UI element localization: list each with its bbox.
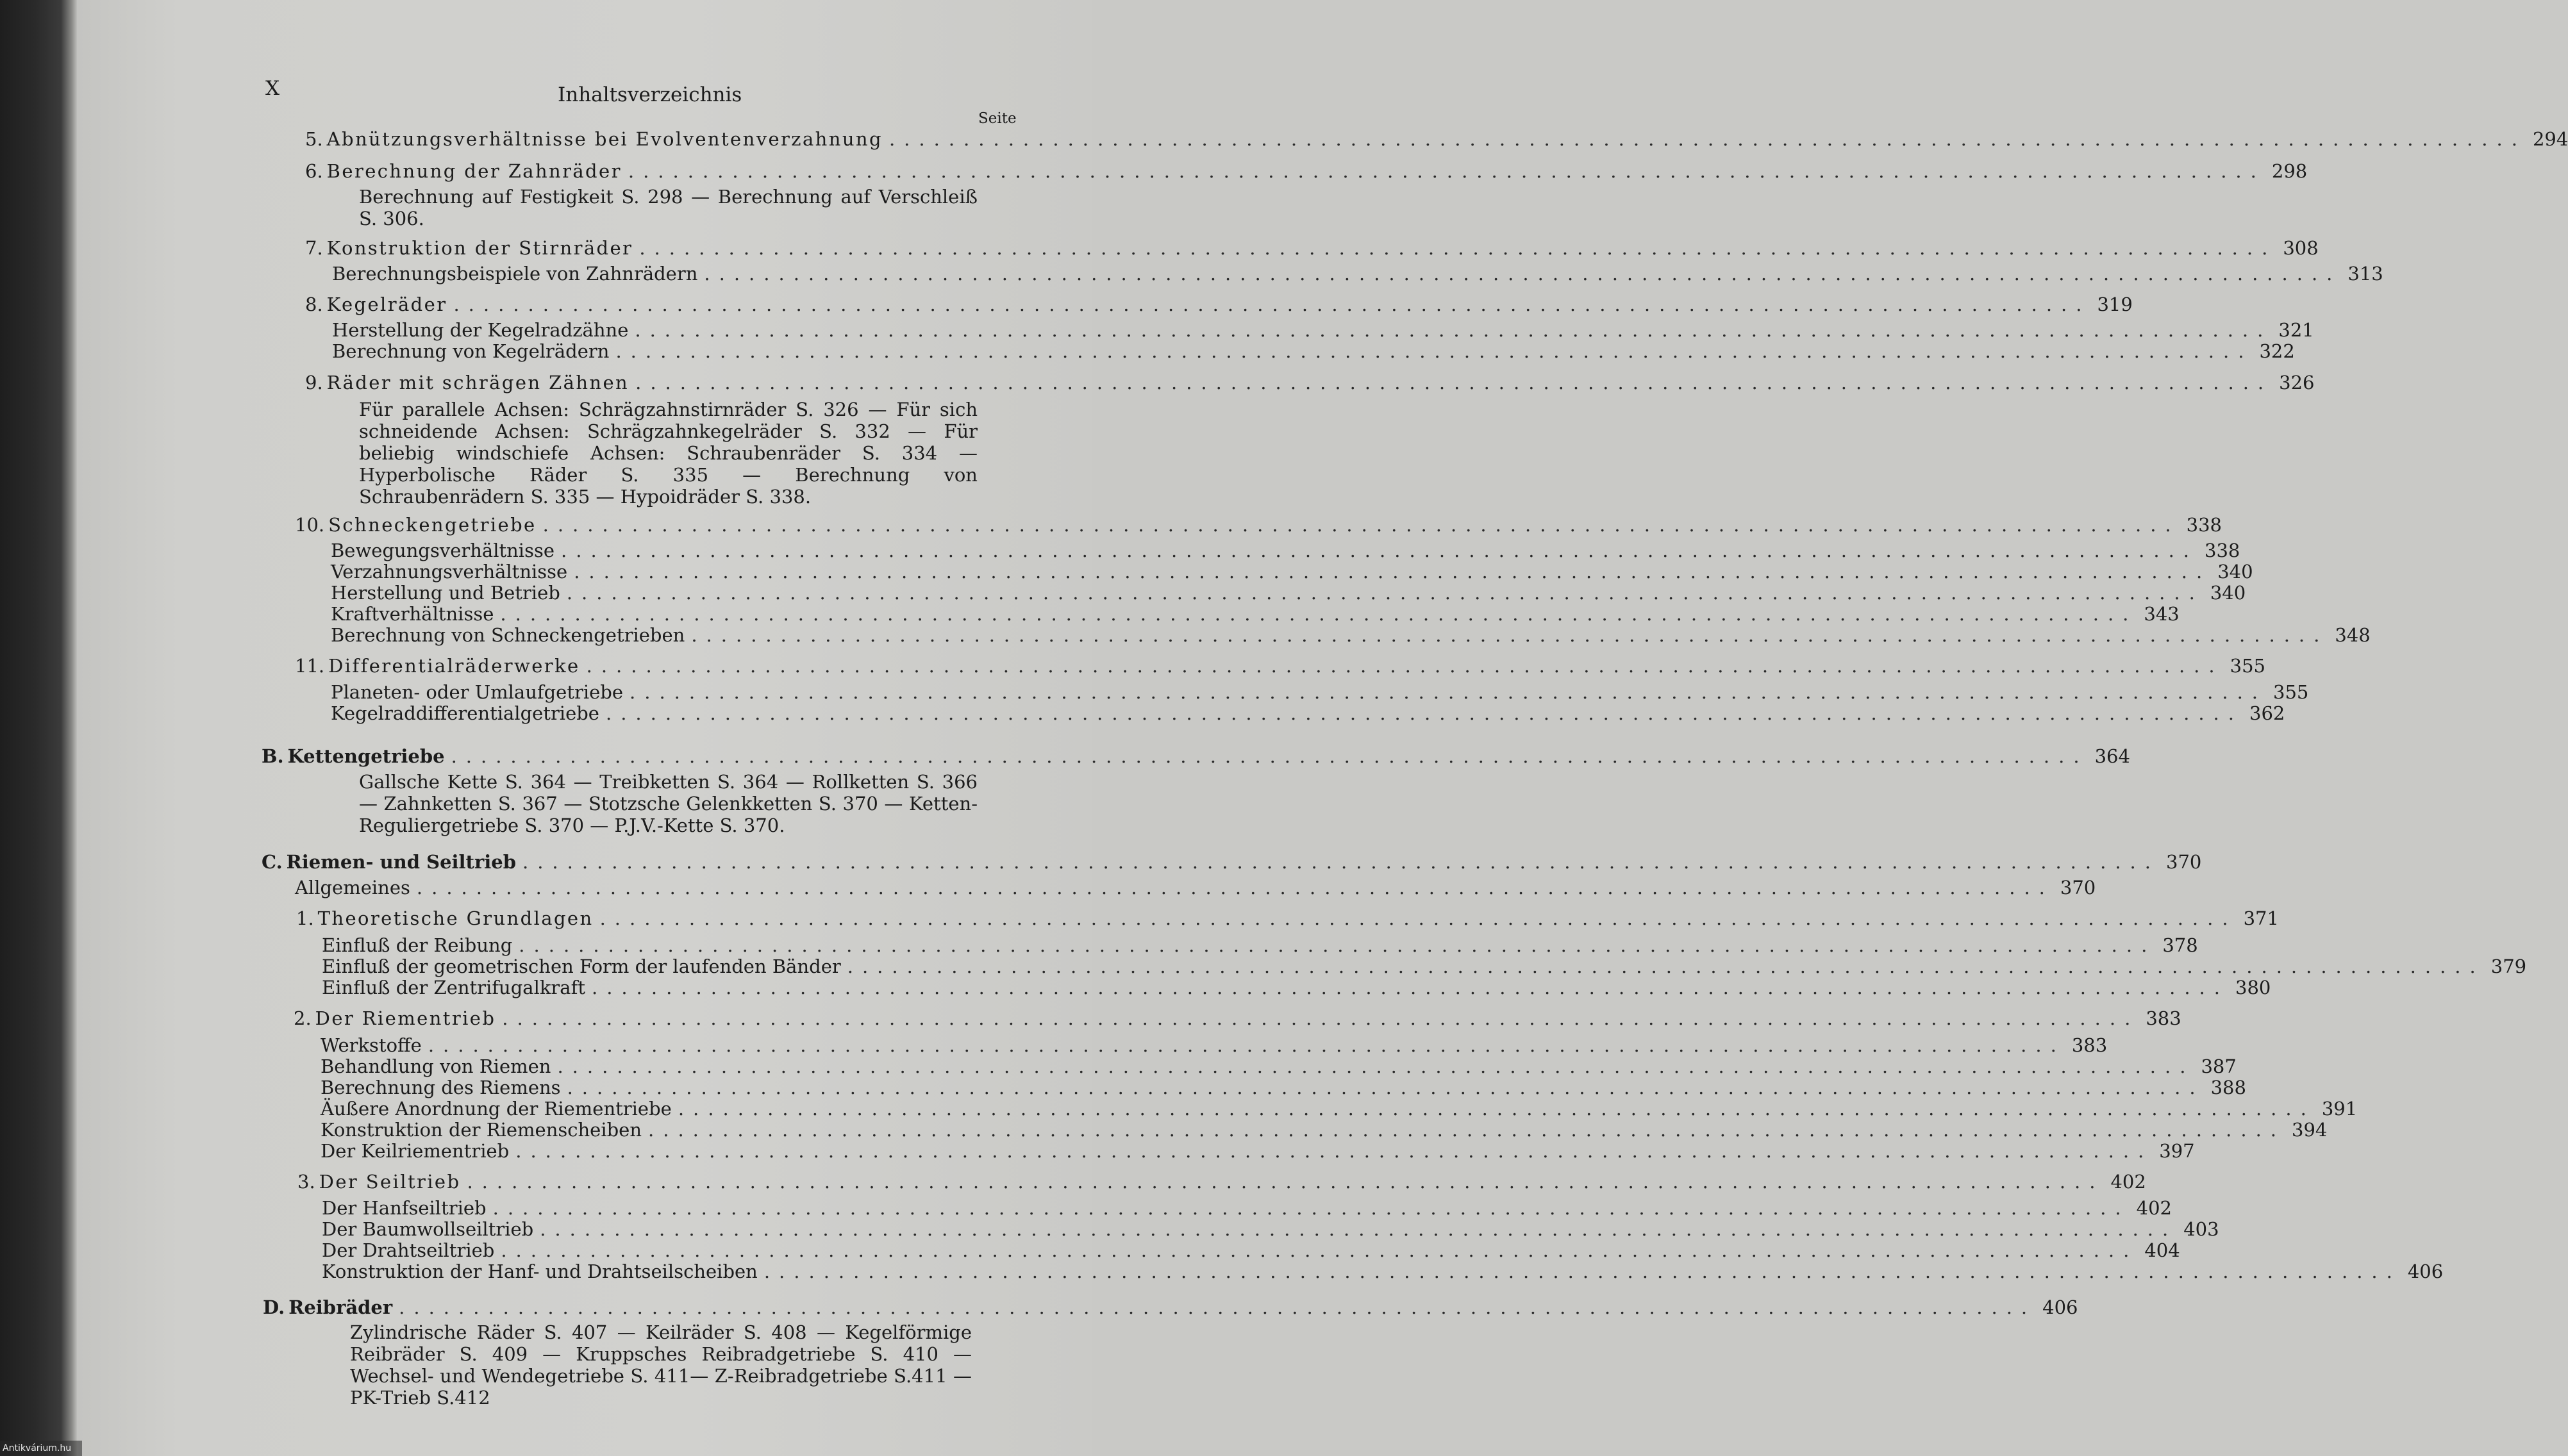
entry-title: Schneckengetriebe [328,514,537,536]
subentry-title: Kegelraddifferentialgetriebe [331,702,599,724]
subentry-title: Berechnungsbeispiele von Zahnrädern [332,263,698,285]
toc-entry-9[interactable] [305,372,2315,393]
toc-subentry[interactable] [322,956,2527,977]
page-number: 406 [2042,1296,2078,1318]
section-letter: B. [262,745,284,767]
subentry-title: Herstellung der Kegelradzähne [332,319,629,341]
page-number: 298 [2271,160,2308,182]
toc-subentry[interactable] [322,1197,2172,1219]
leader-dots: .............................................................................................................. [704,263,2342,285]
leader-dots: .............................................................................................................. [540,1218,2178,1240]
subentry-title: Berechnung des Riemens [321,1077,561,1098]
page-number: 370 [2060,877,2096,898]
toc-subentry[interactable] [321,1055,2237,1077]
page-number: 364 [2094,745,2130,767]
section-d-description: Zylindrische Räder S. 407 — Keilräder S. 408 — Kegelförmige Reibräder S. 409 — Kruppsches Reibradgetriebe S. 410 — Wechsel- und Wendegetriebe S. 411— Z-Reibradgetriebe S.411 — PK-Trieb S.412 [350,1321,972,1409]
leader-dots: .............................................................................................................. [500,603,2138,625]
toc-entry-7[interactable] [305,237,2319,259]
leader-dots: .............................................................................................................. [557,1055,2195,1077]
subentry-title: Bewegungsverhältnisse [331,540,555,561]
toc-entry-11[interactable] [295,655,2265,677]
leader-dots: .............................................................................................................. [888,128,2526,150]
section-b-description: Gallsche Kette S. 364 — Treibketten S. 364 — Rollketten S. 366 — Zahnketten S. 367 — Stotzsche Gelenkketten S. 370 — Ketten-Reguliergetriebe S. 370 — P.J.V.-Kette S. 370. [359,771,978,836]
toc-subentry[interactable] [321,1098,2358,1120]
toc-subentry[interactable] [295,877,2096,898]
page-number: 391 [2321,1098,2358,1120]
page-title: Inhaltsverzeichnis [558,83,742,106]
book-spine-shadow [0,0,77,1456]
entry-title: Konstruktion der Stirnräder [326,237,633,259]
toc-subentry[interactable] [321,1034,2108,1056]
page-number: 388 [2210,1077,2246,1098]
subentry-title: Berechnung von Kegelrädern [332,340,610,362]
toc-subentry[interactable] [332,319,2314,341]
leader-dots: .............................................................................................................. [629,681,2267,703]
toc-entry-6[interactable] [305,160,2308,182]
toc-subentry[interactable] [331,561,2253,583]
toc-section-c[interactable] [262,851,2202,873]
page-number: 403 [2183,1218,2219,1240]
toc-subentry[interactable] [322,977,2271,998]
leader-dots: .............................................................................................................. [591,977,2229,998]
subentry-title: Werkstoffe [321,1034,422,1056]
page-number: 355 [2230,655,2265,677]
page-number: 319 [2097,294,2133,315]
subentry-title: Planeten- oder Umlaufgetriebe [331,681,624,703]
subentry-title: Äußere Anordnung der Riementriebe [321,1098,672,1120]
toc-subentry[interactable] [331,582,2246,604]
leader-dots: .............................................................................................................. [399,1296,2037,1318]
leader-dots: .............................................................................................................. [492,1197,2130,1219]
toc-subentry[interactable] [331,681,2309,703]
page-number: 380 [2235,977,2271,998]
entry-title: Kegelräder [326,294,447,315]
page-number: 371 [2243,907,2279,929]
entry-number: 11. [295,655,325,677]
entry-title: Räder mit schrägen Zähnen [326,372,629,393]
toc-section-d[interactable] [263,1296,2078,1318]
leader-dots: .............................................................................................................. [678,1098,2315,1120]
page-number: 383 [2146,1007,2181,1029]
entry-title: Der Riementrieb [315,1007,496,1029]
leader-dots: .............................................................................................................. [501,1239,2139,1261]
leader-dots: .............................................................................................................. [586,655,2224,677]
entry-number: 7. [305,237,323,259]
toc-subentry[interactable] [321,1119,2328,1141]
entry-title: Der Seiltrieb [319,1171,461,1193]
subentry-title: Allgemeines [295,877,410,898]
leader-dots: .............................................................................................................. [515,1140,2153,1162]
toc-entry-c2[interactable] [294,1007,2181,1029]
leader-dots: .............................................................................................................. [648,1119,2286,1141]
page-number: 338 [2205,540,2240,561]
subentry-title: Einfluß der Zentrifugalkraft [322,977,585,998]
subentry-title: Behandlung von Riemen [321,1055,551,1077]
subentry-title: Der Drahtseiltrieb [322,1239,495,1261]
page-number: 340 [2210,582,2246,604]
seite-label: Seite [978,110,1017,127]
leader-dots: .............................................................................................................. [428,1034,2065,1056]
leader-dots: .............................................................................................................. [635,319,2272,341]
page-number: 402 [2136,1197,2172,1219]
leader-dots: .............................................................................................................. [542,514,2180,536]
subentry-title: Der Baumwollseiltrieb [322,1218,534,1240]
leader-dots: .............................................................................................................. [451,745,2089,767]
entry-number: 9. [305,372,323,393]
entry-title: Abnützungsverhältnisse bei Evolventenverzahnung [326,128,883,150]
toc-entry-8[interactable] [305,294,2133,315]
leader-dots: .............................................................................................................. [639,237,2277,259]
subentry-title: Kraftverhältnisse [331,603,494,625]
toc-subentry[interactable] [322,1261,2444,1282]
toc-subentry[interactable] [331,603,2180,625]
section-letter: D. [263,1296,285,1318]
toc-subentry[interactable] [331,624,2371,646]
leader-dots: .............................................................................................................. [615,340,2253,362]
page-number: 338 [2186,514,2222,536]
leader-dots: .............................................................................................................. [502,1007,2140,1029]
toc-entry-c3[interactable] [297,1171,2146,1193]
section-title: Riemen- und Seiltrieb [286,851,516,873]
entry-number: 6. [305,160,323,182]
leader-dots: .............................................................................................................. [519,934,2156,956]
page-number: 343 [2144,603,2180,625]
page-number: 406 [2407,1261,2444,1282]
toc-entry-5[interactable] [305,128,2568,150]
leader-dots: .............................................................................................................. [635,372,2273,393]
leader-dots: .............................................................................................................. [567,1077,2205,1098]
entry-title: Differentialräderwerke [328,655,580,677]
page-number: 378 [2162,934,2198,956]
leader-dots: .............................................................................................................. [467,1171,2105,1193]
page-number: 326 [2279,372,2315,393]
page-number: 355 [2273,681,2309,703]
page-number: 321 [2278,319,2314,341]
leader-dots: .............................................................................................................. [628,160,2265,182]
page-numeral: X [265,77,280,100]
entry-9-description: Für parallele Achsen: Schrägzahnstirnräder S. 326 — Für sich schneidende Achsen: Schrägzahnkegelräder S. 332 — Für beliebig windschiefe Achsen: Schraubenräder S. 334 — Hyperbolische Räder S. 335 — Berechnung von Schraubenrädern S. 335 — Hypoidräder S. 338. [359,399,978,508]
subentry-title: Einfluß der Reibung [322,934,513,956]
leader-dots: .............................................................................................................. [453,294,2091,315]
page-number: 313 [2347,263,2383,285]
leader-dots: .............................................................................................................. [566,582,2204,604]
leader-dots: .............................................................................................................. [605,702,2243,724]
page-number: 397 [2159,1140,2195,1162]
page-number: 370 [2166,851,2202,873]
page-number: 402 [2110,1171,2146,1193]
toc-subentry[interactable] [322,1218,2219,1240]
subentry-title: Konstruktion der Riemenscheiben [321,1119,642,1141]
entry-title: Berechnung der Zahnräder [326,160,622,182]
page-number: 294 [2532,128,2568,150]
entry-number: 10. [295,514,325,536]
toc-entry-10[interactable] [295,514,2222,536]
page-number: 404 [2144,1239,2180,1261]
toc-subentry[interactable] [331,702,2285,724]
page-number: 394 [2292,1119,2328,1141]
toc-subentry[interactable] [322,934,2198,956]
entry-number: 2. [294,1007,312,1029]
toc-section-b[interactable] [262,745,2130,767]
subentry-title: Berechnung von Schneckengetrieben [331,624,685,646]
page-number: 387 [2201,1055,2237,1077]
page-number: 383 [2071,1034,2108,1056]
page-number: 379 [2490,956,2527,977]
subentry-title: Verzahnungsverhältnisse [331,561,568,583]
toc-subentry[interactable] [331,540,2240,561]
leader-dots: .............................................................................................................. [416,877,2054,898]
subentry-title: Herstellung und Betrieb [331,582,560,604]
leader-dots: .............................................................................................................. [522,851,2160,873]
entry-number: 1. [296,907,314,929]
subentry-title: Der Keilriementrieb [321,1140,510,1162]
entry-number: 8. [305,294,323,315]
entry-6-description: Berechnung auf Festigkeit S. 298 — Berechnung auf Verschleiß S. 306. [359,186,978,229]
section-letter: C. [262,851,283,873]
entry-number: 3. [297,1171,315,1193]
subentry-title: Einfluß der geometrischen Form der laufenden Bänder [322,956,841,977]
subentry-title: Der Hanfseiltrieb [322,1197,487,1219]
section-title: Reibräder [288,1296,393,1318]
toc-subentry[interactable] [321,1077,2246,1098]
leader-dots: .............................................................................................................. [599,907,2237,929]
leader-dots: .............................................................................................................. [847,956,2485,977]
toc-subentry[interactable] [322,1239,2180,1261]
leader-dots: .............................................................................................................. [574,561,2212,583]
watermark: Antikvárium.hu [0,1441,82,1456]
entry-number: 5. [305,128,323,150]
leader-dots: .............................................................................................................. [691,624,2329,646]
section-title: Kettengetriebe [287,745,445,767]
page-number: 348 [2335,624,2371,646]
page-number: 362 [2249,702,2285,724]
page-number: 308 [2283,237,2319,259]
toc-entry-c1[interactable] [296,907,2279,929]
toc-subentry[interactable] [321,1140,2195,1162]
page-number: 322 [2259,340,2295,362]
leader-dots: .............................................................................................................. [763,1261,2401,1282]
toc-subentry[interactable] [332,340,2295,362]
leader-dots: .............................................................................................................. [561,540,2199,561]
page-number: 340 [2217,561,2253,583]
toc-subentry[interactable] [332,263,2383,285]
entry-title: Theoretische Grundlagen [317,907,594,929]
subentry-title: Konstruktion der Hanf- und Drahtseilscheiben [322,1261,758,1282]
